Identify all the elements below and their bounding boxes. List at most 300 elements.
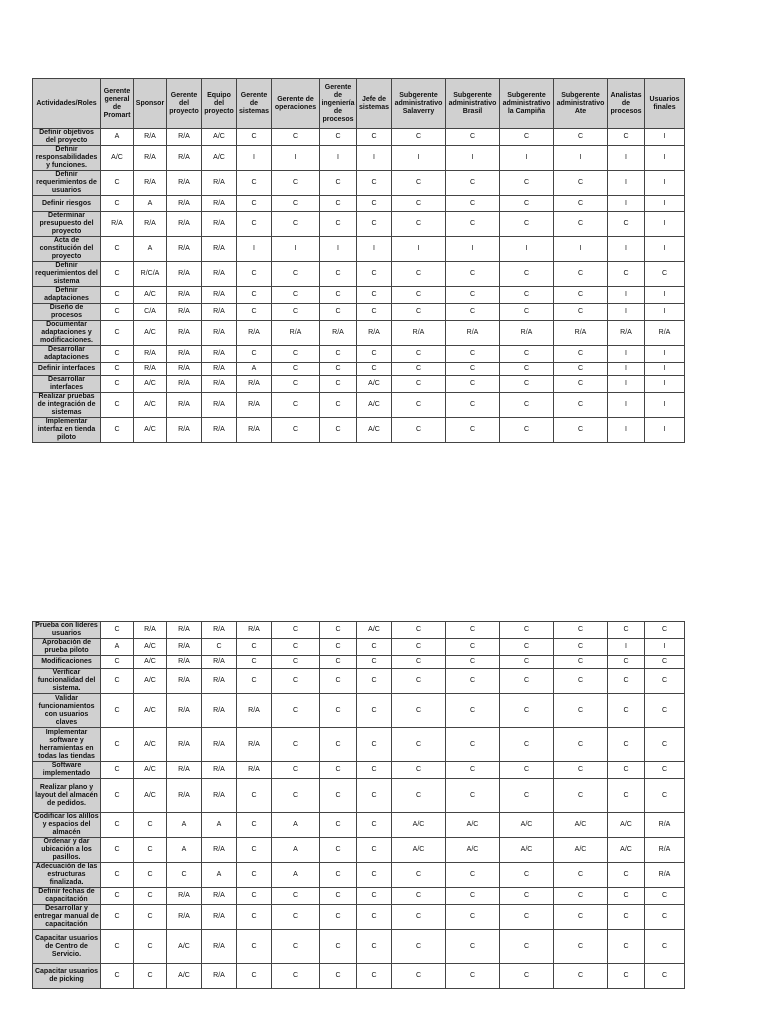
raci-cell: C	[272, 656, 320, 669]
raci-cell: R/A	[237, 762, 272, 779]
raci-cell: C	[357, 669, 392, 694]
table-row	[33, 196, 685, 212]
raci-cell: R/A	[167, 321, 202, 346]
raci-cell: R/A	[167, 669, 202, 694]
raci-cell: C	[320, 376, 357, 393]
raci-cell: C	[500, 964, 554, 989]
raci-cell: I	[608, 146, 645, 171]
table-row	[33, 694, 685, 728]
raci-cell: A/C	[134, 321, 167, 346]
raci-cell: C	[272, 212, 320, 237]
raci-cell: C	[554, 346, 608, 363]
raci-cell: C	[101, 656, 134, 669]
raci-cell: R/A	[202, 346, 237, 363]
raci-cell: C	[554, 129, 608, 146]
activity-cell: Adecuación de las estructuras finalizada.	[33, 863, 101, 888]
raci-cell: C	[320, 171, 357, 196]
raci-cell: R/A	[202, 196, 237, 212]
raci-cell: I	[645, 346, 685, 363]
raci-cell: C	[392, 656, 446, 669]
header-role: Subgerente administrativo Brasil	[446, 79, 500, 129]
raci-cell: C	[554, 930, 608, 964]
raci-cell: C	[357, 363, 392, 376]
raci-cell: R/A	[237, 728, 272, 762]
raci-cell: C	[608, 669, 645, 694]
raci-cell: C	[645, 964, 685, 989]
activity-cell: Modificaciones	[33, 656, 101, 669]
raci-cell: C	[392, 863, 446, 888]
raci-cell: C	[446, 694, 500, 728]
raci-cell: C	[446, 287, 500, 304]
header-role: Equipo del proyecto	[202, 79, 237, 129]
raci-cell: I	[608, 376, 645, 393]
raci-cell: C	[357, 287, 392, 304]
raci-cell: C	[554, 762, 608, 779]
raci-cell: C	[500, 287, 554, 304]
raci-cell: C	[237, 779, 272, 813]
raci-cell: C	[320, 418, 357, 443]
raci-cell: A/C	[446, 838, 500, 863]
table-row	[33, 656, 685, 669]
raci-cell: R/A	[202, 171, 237, 196]
raci-cell: R/A	[237, 393, 272, 418]
table-row	[33, 376, 685, 393]
raci-cell: R/A	[237, 321, 272, 346]
raci-cell: C	[357, 762, 392, 779]
raci-cell: C	[446, 930, 500, 964]
raci-cell: C	[237, 287, 272, 304]
raci-cell: C	[500, 196, 554, 212]
raci-cell: C	[500, 639, 554, 656]
raci-cell: C	[101, 171, 134, 196]
raci-cell: C	[320, 905, 357, 930]
raci-cell: A/C	[392, 813, 446, 838]
table-row	[33, 129, 685, 146]
raci-cell: C	[272, 129, 320, 146]
raci-cell: I	[645, 304, 685, 321]
table-row	[33, 888, 685, 905]
raci-cell: C	[608, 129, 645, 146]
raci-cell: R/A	[554, 321, 608, 346]
raci-cell: C	[237, 930, 272, 964]
header-role: Gerente general de Promart	[101, 79, 134, 129]
raci-cell: R/A	[134, 212, 167, 237]
raci-cell: A/C	[134, 376, 167, 393]
activity-cell: Definir objetivos del proyecto	[33, 129, 101, 146]
raci-cell: C	[134, 888, 167, 905]
raci-cell: C	[320, 779, 357, 813]
raci-cell: C	[500, 762, 554, 779]
raci-cell: C	[101, 694, 134, 728]
raci-cell: R/A	[608, 321, 645, 346]
raci-cell: R/A	[167, 779, 202, 813]
raci-cell: I	[446, 237, 500, 262]
raci-cell: C	[101, 905, 134, 930]
activity-cell: Implementar software y herramientas en todas las tiendas	[33, 728, 101, 762]
raci-cell: C	[500, 694, 554, 728]
raci-cell: C	[237, 212, 272, 237]
raci-cell: I	[645, 129, 685, 146]
raci-cell: A/C	[134, 779, 167, 813]
raci-cell: C	[101, 196, 134, 212]
raci-cell: C	[101, 376, 134, 393]
raci-cell: I	[554, 146, 608, 171]
header-row	[33, 79, 685, 129]
raci-cell: C	[101, 363, 134, 376]
activity-cell: Definir interfaces	[33, 363, 101, 376]
raci-cell: C	[237, 304, 272, 321]
raci-cell: R/A	[167, 304, 202, 321]
raci-cell: C	[101, 304, 134, 321]
raci-cell: A	[272, 863, 320, 888]
raci-cell: C	[392, 304, 446, 321]
activity-cell: Codificar los alillos y espacios del almacén	[34, 813, 99, 836]
raci-cell: A/C	[392, 838, 446, 863]
raci-cell: C	[272, 262, 320, 287]
raci-cell: A	[202, 863, 237, 888]
raci-cell: C	[272, 287, 320, 304]
raci-cell: R/A	[202, 694, 237, 728]
raci-cell: C	[500, 930, 554, 964]
raci-matrix-top	[32, 78, 685, 443]
header-role: Analistas de procesos	[608, 79, 645, 129]
raci-cell: C	[446, 129, 500, 146]
raci-cell: R/A	[134, 129, 167, 146]
raci-cell: I	[645, 376, 685, 393]
raci-cell: C	[446, 262, 500, 287]
raci-cell: A/C	[500, 813, 554, 838]
table-row	[33, 262, 685, 287]
raci-cell: A/C	[608, 838, 645, 863]
header-role: Jefe de sistemas	[357, 79, 392, 129]
raci-cell: C	[554, 171, 608, 196]
table-row	[33, 669, 685, 694]
raci-cell: C	[237, 171, 272, 196]
activity-cell: Definir fechas de capacitación	[33, 888, 101, 905]
raci-cell: C	[608, 888, 645, 905]
raci-cell: R/A	[167, 888, 202, 905]
raci-cell: C	[101, 813, 134, 838]
table-row	[33, 237, 685, 262]
raci-cell: A/C	[500, 838, 554, 863]
raci-cell: C	[237, 838, 272, 863]
raci-cell: A	[167, 838, 202, 863]
raci-cell: C	[320, 262, 357, 287]
raci-cell: C	[320, 639, 357, 656]
raci-cell: C	[357, 838, 392, 863]
raci-cell: R/A	[500, 321, 554, 346]
raci-cell: C	[320, 656, 357, 669]
raci-cell: C	[320, 762, 357, 779]
raci-cell: R/C/A	[134, 262, 167, 287]
raci-cell: C	[272, 622, 320, 639]
raci-cell: I	[320, 146, 357, 171]
table-row	[33, 321, 685, 346]
activity-cell: Aprobación de prueba piloto	[33, 639, 101, 656]
header-role: Subgerente administrativo la Campiña	[500, 79, 554, 129]
table-row	[33, 964, 685, 989]
table-row	[33, 418, 685, 443]
raci-cell: C	[392, 694, 446, 728]
raci-cell: A/C	[134, 287, 167, 304]
activity-cell: Documentar adaptaciones y modificaciones.	[33, 321, 101, 346]
raci-cell: C	[554, 863, 608, 888]
raci-cell: C	[608, 622, 645, 639]
raci-cell: C	[500, 622, 554, 639]
raci-cell: C	[554, 212, 608, 237]
header-activities-roles: Actividades/Roles	[33, 79, 101, 129]
raci-cell: C	[554, 418, 608, 443]
raci-cell: I	[608, 196, 645, 212]
raci-cell: C/A	[134, 304, 167, 321]
raci-cell: C	[392, 212, 446, 237]
table-row	[33, 762, 685, 779]
raci-cell: A	[101, 129, 134, 146]
raci-cell: C	[645, 656, 685, 669]
raci-cell: I	[608, 639, 645, 656]
raci-cell: C	[446, 905, 500, 930]
raci-cell: R/A	[167, 639, 202, 656]
raci-cell: C	[357, 196, 392, 212]
raci-cell: C	[645, 930, 685, 964]
raci-cell: A/C	[446, 813, 500, 838]
raci-cell: C	[392, 376, 446, 393]
raci-cell: R/A	[202, 418, 237, 443]
activity-cell: Realizar plano y layout del almacén de pedidos.	[33, 779, 101, 813]
raci-cell: C	[357, 728, 392, 762]
header-role: Gerente de operaciones	[272, 79, 320, 129]
raci-cell: C	[320, 287, 357, 304]
raci-cell: C	[645, 888, 685, 905]
raci-cell: A/C	[134, 694, 167, 728]
table-row	[33, 212, 685, 237]
activity-cell: Realizar pruebas de integración de sistemas	[33, 393, 101, 418]
activity-cell: Validar funcionamientos con usuarios claves	[33, 694, 101, 728]
raci-cell: C	[134, 813, 167, 838]
raci-cell: R/A	[167, 905, 202, 930]
raci-cell: R/A	[202, 669, 237, 694]
raci-cell: C	[272, 363, 320, 376]
activity-cell: Determinar presupuesto del proyecto	[33, 212, 101, 237]
raci-cell: C	[554, 905, 608, 930]
raci-cell: C	[357, 346, 392, 363]
raci-cell: C	[101, 669, 134, 694]
activity-cell: Diseño de procesos	[33, 304, 101, 321]
raci-cell: C	[500, 863, 554, 888]
raci-cell: C	[237, 639, 272, 656]
raci-cell: C	[101, 728, 134, 762]
raci-cell: C	[320, 838, 357, 863]
raci-cell: C	[392, 393, 446, 418]
raci-cell: A/C	[357, 376, 392, 393]
raci-cell: R/A	[357, 321, 392, 346]
raci-cell: C	[392, 363, 446, 376]
raci-cell: R/A	[320, 321, 357, 346]
raci-cell: R/A	[167, 762, 202, 779]
raci-cell: C	[237, 964, 272, 989]
raci-cell: R/A	[645, 838, 685, 863]
raci-cell: A/C	[202, 146, 237, 171]
raci-cell: I	[645, 171, 685, 196]
raci-cell: I	[608, 287, 645, 304]
raci-cell: C	[237, 669, 272, 694]
raci-cell: R/A	[202, 728, 237, 762]
raci-cell: C	[320, 728, 357, 762]
raci-cell: C	[392, 964, 446, 989]
raci-cell: C	[134, 905, 167, 930]
raci-cell: C	[392, 346, 446, 363]
raci-cell: C	[101, 393, 134, 418]
raci-cell: C	[237, 129, 272, 146]
raci-cell: C	[272, 196, 320, 212]
raci-cell: C	[272, 393, 320, 418]
raci-cell: C	[237, 905, 272, 930]
raci-cell: C	[554, 694, 608, 728]
raci-cell: C	[554, 888, 608, 905]
raci-cell: C	[500, 346, 554, 363]
raci-cell: A/C	[134, 393, 167, 418]
raci-cell: I	[645, 639, 685, 656]
raci-cell: C	[446, 964, 500, 989]
raci-cell: C	[608, 262, 645, 287]
raci-cell: C	[608, 728, 645, 762]
table-row	[33, 905, 685, 930]
raci-cell: C	[446, 669, 500, 694]
raci-cell: C	[645, 622, 685, 639]
raci-cell: C	[645, 905, 685, 930]
raci-cell: C	[357, 930, 392, 964]
raci-cell: R/A	[167, 237, 202, 262]
raci-cell: C	[272, 346, 320, 363]
raci-cell: C	[101, 287, 134, 304]
raci-cell: R/A	[202, 262, 237, 287]
raci-cell: C	[320, 669, 357, 694]
raci-cell: C	[446, 346, 500, 363]
raci-cell: A/C	[134, 418, 167, 443]
activity-cell: Acta de constitución del proyecto	[33, 237, 101, 262]
raci-cell: C	[446, 196, 500, 212]
raci-cell: C	[500, 418, 554, 443]
raci-cell: C	[446, 639, 500, 656]
raci-cell: A	[134, 237, 167, 262]
raci-cell: C	[357, 129, 392, 146]
activity-cell: Ordenar y dar ubicación a los pasillos.	[33, 838, 101, 863]
raci-cell: C	[645, 779, 685, 813]
raci-cell: R/A	[202, 888, 237, 905]
raci-cell: C	[608, 905, 645, 930]
raci-cell: R/A	[167, 287, 202, 304]
raci-cell: C	[320, 622, 357, 639]
raci-cell: C	[446, 304, 500, 321]
raci-cell: I	[446, 146, 500, 171]
raci-cell: C	[101, 762, 134, 779]
raci-cell: C	[357, 212, 392, 237]
raci-cell: R/A	[101, 212, 134, 237]
raci-cell: C	[645, 762, 685, 779]
raci-cell: A	[167, 813, 202, 838]
raci-cell: C	[446, 363, 500, 376]
activity-cell: Verificar funcionalidad del sistema.	[33, 669, 101, 694]
raci-cell: C	[554, 287, 608, 304]
table-row	[33, 863, 685, 888]
activity-cell: Definir responsabilidades y funciones.	[33, 146, 101, 171]
raci-cell: C	[608, 930, 645, 964]
raci-cell: C	[554, 779, 608, 813]
raci-cell: C	[320, 930, 357, 964]
raci-cell: C	[554, 304, 608, 321]
raci-cell: C	[101, 888, 134, 905]
raci-cell: I	[608, 171, 645, 196]
raci-cell: C	[554, 363, 608, 376]
raci-cell: R/A	[237, 622, 272, 639]
raci-cell: C	[500, 376, 554, 393]
raci-cell: I	[608, 237, 645, 262]
raci-cell: R/A	[202, 287, 237, 304]
raci-cell: C	[272, 304, 320, 321]
raci-cell: I	[237, 237, 272, 262]
raci-cell: A/C	[167, 930, 202, 964]
raci-cell: R/A	[202, 930, 237, 964]
raci-cell: C	[392, 418, 446, 443]
raci-cell: R/A	[237, 418, 272, 443]
raci-cell: C	[272, 888, 320, 905]
raci-cell: I	[272, 237, 320, 262]
raci-cell: A	[237, 363, 272, 376]
raci-cell: C	[608, 779, 645, 813]
raci-cell: C	[167, 863, 202, 888]
raci-cell: R/A	[167, 346, 202, 363]
raci-cell: C	[320, 863, 357, 888]
raci-cell: I	[645, 212, 685, 237]
raci-cell: R/A	[202, 905, 237, 930]
raci-matrix-bottom	[32, 621, 685, 989]
header-role: Usuarios finales	[645, 79, 685, 129]
table-row	[33, 639, 685, 656]
raci-cell: C	[101, 863, 134, 888]
raci-cell: R/A	[134, 363, 167, 376]
raci-cell: C	[134, 964, 167, 989]
raci-cell: R/A	[202, 304, 237, 321]
raci-cell: R/A	[167, 196, 202, 212]
raci-cell: R/A	[272, 321, 320, 346]
raci-cell: I	[357, 146, 392, 171]
raci-cell: A	[101, 639, 134, 656]
raci-cell: R/A	[134, 171, 167, 196]
raci-cell: C	[101, 838, 134, 863]
raci-cell: C	[645, 728, 685, 762]
raci-cell: C	[392, 728, 446, 762]
raci-cell: A/C	[134, 656, 167, 669]
raci-cell: R/A	[202, 212, 237, 237]
raci-cell: C	[134, 863, 167, 888]
raci-cell: C	[320, 393, 357, 418]
raci-cell: R/A	[237, 376, 272, 393]
raci-cell: A/C	[608, 813, 645, 838]
raci-cell: I	[645, 196, 685, 212]
raci-cell: A	[272, 838, 320, 863]
activity-cell: Capacitar usuarios de picking	[33, 964, 101, 989]
raci-cell: C	[608, 656, 645, 669]
activity-cell: Implementar interfaz en tienda piloto	[33, 418, 101, 443]
raci-cell: C	[320, 888, 357, 905]
raci-cell: C	[237, 888, 272, 905]
raci-cell: C	[392, 905, 446, 930]
raci-cell: C	[608, 762, 645, 779]
raci-cell: C	[392, 262, 446, 287]
raci-cell: C	[392, 888, 446, 905]
raci-cell: C	[320, 363, 357, 376]
raci-cell: C	[608, 863, 645, 888]
